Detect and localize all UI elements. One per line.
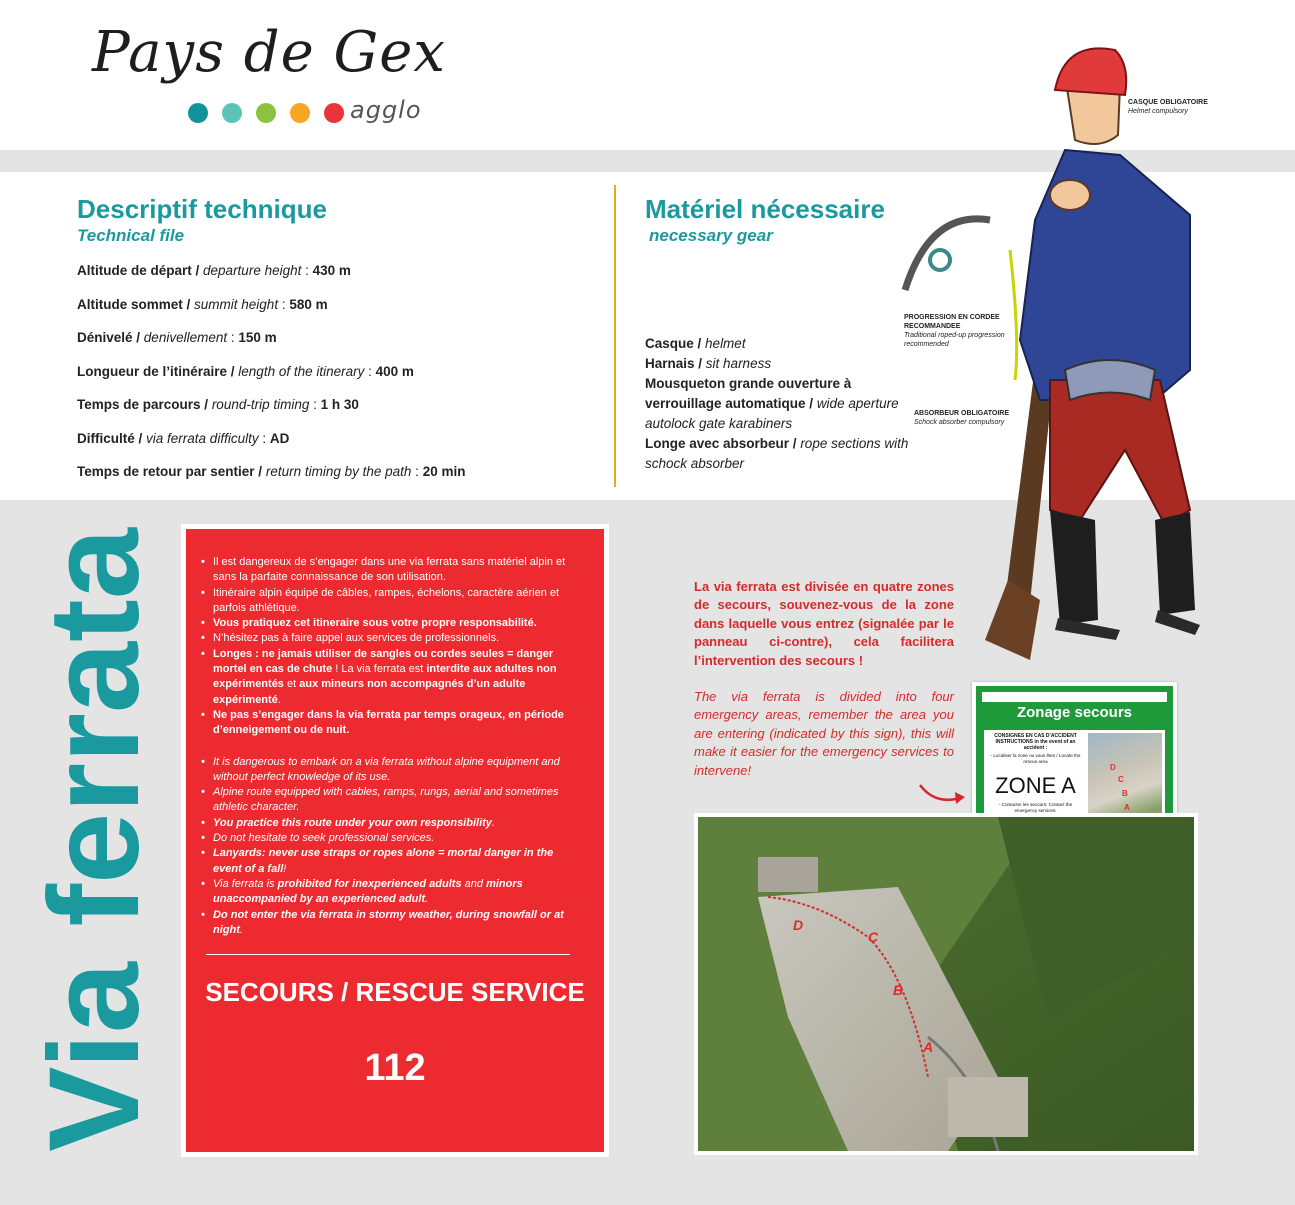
technical-row-en: via ferrata difficulty — [146, 430, 259, 446]
rule-text: interdite aux adultes non expérimentés — [213, 663, 557, 691]
technical-row — [77, 295, 597, 329]
logo-dot — [324, 103, 344, 123]
annotation-rope-en: Traditional roped-up progression recommended — [904, 332, 1005, 348]
gear-item-fr: Harnais / — [645, 356, 703, 371]
gear-item-fr: Mousqueton grande ouverture à verrouillage automatique / — [645, 376, 852, 411]
technical-row-sep: : — [301, 263, 313, 278]
technical-row-sep: : — [309, 397, 321, 412]
rule-text: ! — [283, 862, 287, 875]
aerial-photo-letter: D — [793, 917, 804, 933]
logo-dot — [256, 103, 276, 123]
technical-title: Descriptif technique — [77, 194, 327, 224]
technical-row — [77, 395, 597, 429]
technical-row-en: return timing by the path — [265, 464, 412, 479]
logo-dots — [188, 103, 344, 123]
section-divider — [614, 185, 616, 487]
technical-row-en: denivellement — [143, 330, 228, 345]
technical-list — [77, 261, 597, 496]
gear-item-en: rope sections with schock absorber — [645, 436, 909, 471]
technical-row-value: 150 m — [238, 330, 277, 345]
rule-text: . — [239, 923, 243, 936]
technical-row-value: 20 min — [422, 464, 466, 479]
gear-item — [645, 434, 925, 474]
gear-item — [645, 334, 925, 354]
rule-text: You practice this route under your own responsibility — [213, 816, 492, 829]
annotation-absorber — [914, 409, 1009, 427]
vertical-title: Via ferrata — [23, 528, 166, 1152]
technical-row-label: Temps de parcours / — [77, 397, 209, 412]
technical-row-value: 1 h 30 — [320, 397, 359, 412]
logo-script: Pays de Gex — [92, 20, 446, 85]
zone-sign-zone: ZONE A — [995, 773, 1076, 799]
technical-row-sep: : — [364, 363, 376, 379]
logo-dot — [188, 103, 208, 123]
zone-sign-map-letter: C — [1118, 775, 1124, 784]
rule-item — [201, 785, 584, 816]
gear-section — [645, 193, 925, 474]
rule-text: Itinéraire alpin équipé de câbles, rampes, échelons, caractère aérien et parfois athlétique. — [213, 586, 560, 614]
technical-row-value: 430 m — [312, 263, 351, 278]
zone-sign-title: Zonage secours — [1016, 704, 1133, 721]
technical-row — [77, 261, 597, 295]
rule-item — [201, 846, 584, 877]
rule-text: prohibited for inexperienced adults — [277, 877, 462, 890]
rule-item — [201, 908, 584, 939]
annotation-helmet — [1128, 98, 1208, 116]
safety-box — [181, 524, 609, 1157]
annotation-rope — [904, 313, 1009, 349]
technical-row-label: Altitude sommet / — [77, 296, 191, 312]
technical-row — [77, 362, 597, 396]
gear-title: Matériel nécessaire — [645, 194, 885, 224]
rule-text: Vous pratiquez cet itineraire sous votre propre responsabilité. — [213, 617, 537, 630]
technical-row-label: Temps de retour par sentier / — [77, 464, 263, 479]
gear-list — [645, 334, 925, 474]
technical-row-en: length of the itinerary — [238, 363, 365, 379]
vertical-title-area — [23, 520, 166, 1160]
technical-row-sep: : — [227, 330, 239, 345]
annotation-rope-fr: PROGRESSION EN CORDEE RECOMMANDEE — [904, 314, 1000, 330]
technical-row — [77, 462, 597, 496]
rule-text: . — [277, 693, 281, 706]
annotation-helmet-fr: CASQUE OBLIGATOIRE — [1128, 99, 1208, 106]
technical-row-label: Altitude de départ / — [77, 263, 200, 278]
technical-row-label: Difficulté / — [77, 430, 143, 446]
rule-text: Via ferrata is — [213, 877, 278, 890]
safety-box-inner — [186, 529, 604, 1152]
rule-text: and — [461, 877, 487, 890]
technical-row-sep: : — [258, 430, 270, 446]
rule-text: Ne pas s’engager dans la via ferrata par temps orageux, en période d’enneigement ou de nuit. — [213, 708, 564, 737]
rule-text: It is dangerous to embark on a via ferrata without alpine equipment and without perfect knowledge of its use. — [213, 755, 560, 783]
rules-fr — [201, 555, 584, 739]
technical-row-value: 400 m — [375, 363, 414, 379]
rule-item — [201, 586, 584, 617]
rescue-number: 112 — [364, 1047, 426, 1089]
rule-text: Longes : ne jamais utiliser de sangles ou cordes seules = danger mortel en cas de chute — [213, 647, 554, 676]
technical-row-en: round-trip timing — [211, 397, 310, 412]
rule-item — [201, 708, 584, 739]
rule-item — [201, 755, 584, 786]
rule-text: Do not enter the via ferrata in stormy weather, during snowfall or at night — [213, 908, 564, 936]
technical-row-label: Longueur de l’itinéraire / — [77, 363, 235, 379]
gear-item-en: wide aperture autolock gate karabiners — [645, 396, 899, 431]
gear-subtitle: necessary gear — [649, 226, 773, 245]
rules-en — [201, 755, 584, 939]
logo-dot — [290, 103, 310, 123]
rescue-divider — [206, 954, 570, 955]
rule-text: . — [491, 816, 495, 829]
technical-row-value: AD — [269, 430, 290, 446]
rule-item — [201, 831, 584, 846]
rule-text: Il est dangereux de s’engager dans une via ferrata sans matériel alpin et sans la parfaite connaissance de son utilisation. — [213, 556, 566, 584]
technical-row-value: 580 m — [289, 296, 328, 312]
technical-row — [77, 429, 597, 463]
aerial-photo-letter: B — [893, 982, 904, 998]
annotation-absorber-en: Schock absorber compulsory — [914, 419, 1005, 426]
rule-text: minors unaccompanied by an experienced adult — [213, 877, 523, 906]
zone-sign-map-letter: B — [1122, 789, 1128, 798]
logo-agglo: agglo — [350, 96, 422, 124]
technical-section — [77, 193, 597, 496]
rule-text: N’hésitez pas à faire appel aux services de professionnels. — [213, 632, 500, 645]
rule-text: aux mineurs non accompagnés d’un adulte expérimenté — [213, 678, 526, 706]
gear-item-fr: Casque / — [645, 336, 702, 351]
rule-text: Alpine route equipped with cables, ramps, rungs, aerial and sometimes athletic character. — [213, 786, 559, 814]
zone-sign-step: - Contacter les secours: Contact the emergency services: — [998, 802, 1073, 813]
zone-sign-topbar — [982, 692, 1167, 702]
rule-item — [201, 555, 584, 586]
logo — [92, 20, 452, 135]
rule-text: ! La via ferrata est — [332, 663, 427, 676]
technical-subtitle: Technical file — [77, 226, 185, 245]
zone-sign-map-letter: A — [1124, 803, 1130, 812]
technical-row-label: Dénivelé / — [77, 330, 141, 345]
gear-item — [645, 354, 925, 374]
aerial-photo-inner — [698, 817, 1194, 1151]
gear-item-fr: Longe avec absorbeur / — [645, 436, 797, 451]
technical-row — [77, 328, 597, 362]
curved-arrow-icon — [915, 780, 970, 810]
rule-item — [201, 616, 584, 631]
rescue-title: SECOURS / RESCUE SERVICE — [205, 977, 585, 1007]
technical-row-sep: : — [411, 464, 423, 479]
rule-text: Lanyards: never use straps or ropes alone = mortal danger in the event of a fall — [213, 847, 554, 875]
rule-text: . — [425, 893, 429, 906]
annotation-helmet-en: Helmet compulsory — [1128, 108, 1188, 115]
zone-sign-step: - Localiser la zone ou vous êtes / Locate the rescue area — [990, 753, 1081, 764]
gear-item-en: helmet — [705, 336, 746, 351]
zones-text-fr: La via ferrata est divisée en quatre zones de secours, souvenez-vous de la zone dans laquelle vous entrez (signalée par le panneau ci-contre), cela facilitera l’intervention des secours ! — [694, 579, 954, 668]
aerial-photo-image — [698, 817, 1194, 1151]
rule-item — [201, 647, 584, 708]
rule-item — [201, 877, 584, 908]
technical-row-en: departure height — [203, 263, 302, 278]
zone-sign-map-letter: D — [1110, 763, 1116, 772]
rule-text: et — [283, 678, 300, 691]
technical-row-en: summit height — [194, 296, 279, 312]
aerial-photo — [694, 813, 1198, 1155]
aerial-photo-letter: C — [868, 929, 879, 945]
annotation-absorber-fr: ABSORBEUR OBLIGATOIRE — [914, 410, 1010, 417]
technical-row-sep: : — [278, 296, 290, 312]
rule-item — [201, 816, 584, 831]
gear-item-en: sit harness — [705, 356, 772, 371]
zones-text-en: The via ferrata is divided into four emergency areas, remember the area you are entering (indicated by this sign), this will make it easier for the emergency services to intervene! — [694, 689, 954, 778]
rule-item — [201, 631, 584, 646]
rule-text: Do not hesitate to seek professional services. — [213, 832, 435, 845]
logo-dot — [222, 103, 242, 123]
aerial-photo-letter: A — [923, 1039, 934, 1055]
zone-sign-consignes: CONSIGNES EN CAS D’ACCIDENT INSTRUCTIONS in the event of an accident : — [994, 733, 1077, 751]
gear-item — [645, 374, 925, 434]
